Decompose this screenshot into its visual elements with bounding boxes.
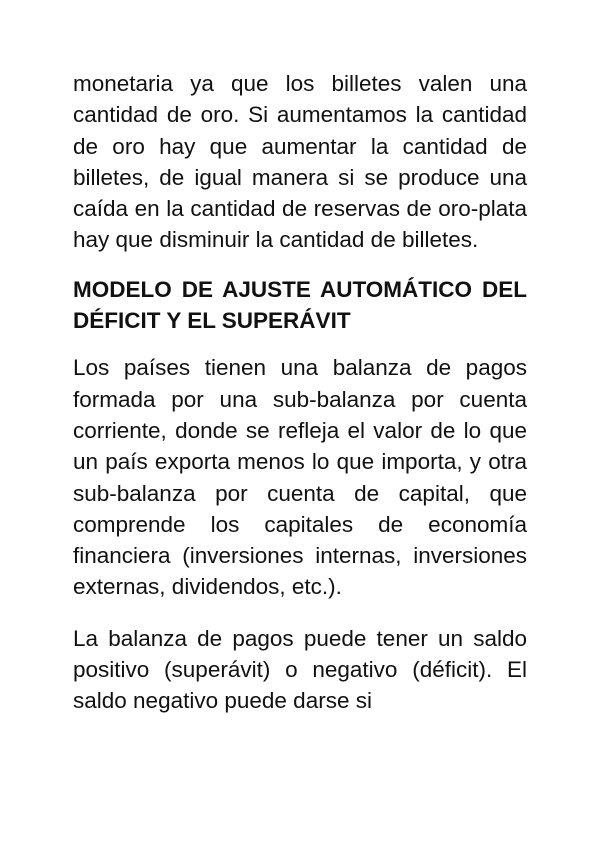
document-page [73, 68, 527, 717]
body-paragraph: Los países tienen una balanza de pagos formada por una sub-balanza por cuenta corriente, donde se refleja el valor de lo que un país exporta menos lo que importa, y otra sub-balanza por cuenta de capital, que comprende los capitales de economía financiera (inversiones internas, inversiones externas, dividendos, etc.). [73, 355, 527, 600]
body-paragraph: monetaria ya que los billetes valen una cantidad de oro. Si aumentamos la cantidad de oro hay que aumentar la cantidad de billetes, de igual manera si se produce una caída en la cantidad de reservas de oro-plata hay que disminuir la cantidad de billetes. [73, 71, 527, 253]
body-paragraph: La balanza de pagos puede tener un saldo positivo (superávit) o negativo (déficit). El saldo negativo puede darse si [73, 625, 527, 714]
section-heading: MODELO DE AJUSTE AUTOMÁTICO DEL DÉFICIT Y EL SUPERÁVIT [73, 276, 527, 334]
